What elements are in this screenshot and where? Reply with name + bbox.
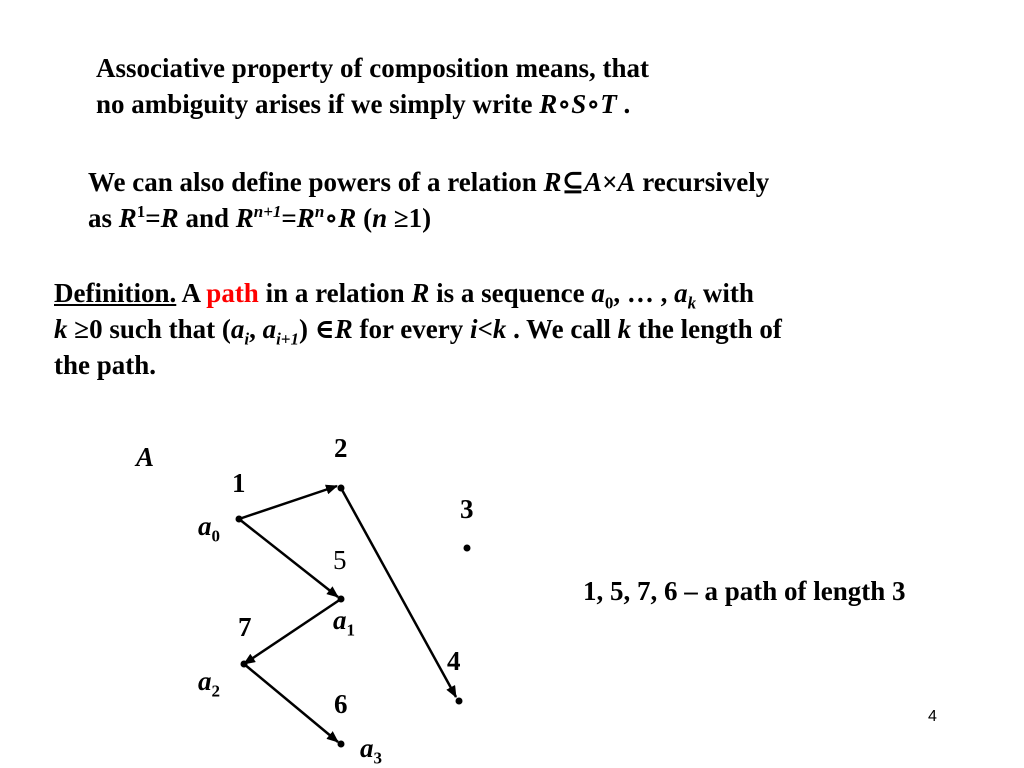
p3-text: . We call bbox=[506, 314, 618, 344]
var-i: i bbox=[469, 314, 478, 344]
var-r: R bbox=[543, 167, 562, 197]
subscript: 1 bbox=[346, 620, 355, 640]
edge-1-5 bbox=[239, 519, 338, 597]
var-r: R bbox=[411, 278, 430, 308]
p2-text: recursively bbox=[635, 167, 770, 197]
set-a: A bbox=[136, 442, 155, 472]
node-label-2: 2 bbox=[334, 433, 348, 463]
var-a: a bbox=[230, 314, 245, 344]
subscript: 0 bbox=[211, 526, 220, 546]
set-label bbox=[136, 442, 154, 472]
definition-label: Definition. bbox=[54, 278, 177, 308]
path-caption: 1, 5, 7, 6 – a path of length 3 bbox=[583, 576, 906, 606]
p3-text: is a sequence bbox=[429, 278, 592, 308]
var-a: a bbox=[360, 733, 374, 763]
edge-7-6 bbox=[244, 664, 338, 742]
node-label-3: 3 bbox=[460, 494, 474, 524]
node-6 bbox=[338, 741, 345, 748]
superscript: n bbox=[314, 202, 325, 221]
node-3 bbox=[464, 545, 471, 552]
var-k: k bbox=[492, 314, 507, 344]
var-a3 bbox=[360, 733, 382, 768]
node-1 bbox=[236, 516, 243, 523]
var-a: a bbox=[674, 278, 688, 308]
superscript: 1 bbox=[136, 202, 146, 221]
expr-rst: R∘S∘T bbox=[539, 89, 617, 119]
times-symbol: × bbox=[602, 167, 618, 197]
page-number: 4 bbox=[928, 708, 937, 725]
subscript: 2 bbox=[211, 681, 220, 701]
var-a2 bbox=[198, 666, 220, 701]
node-4 bbox=[456, 698, 463, 705]
p3-text: , bbox=[249, 314, 263, 344]
var-r: R bbox=[160, 203, 179, 233]
p2-text: We can also define powers of a relation bbox=[88, 167, 544, 197]
p2-text: ≥1) bbox=[387, 203, 432, 233]
p3-text: for every bbox=[352, 314, 470, 344]
var-r: R bbox=[235, 203, 254, 233]
var-a: a bbox=[198, 666, 212, 696]
node-5 bbox=[338, 596, 345, 603]
node-label-4: 4 bbox=[447, 646, 461, 676]
equals: = bbox=[281, 203, 297, 233]
edge-2-4 bbox=[341, 488, 456, 697]
circ-symbol: ∘ bbox=[324, 203, 339, 233]
p3-line3: the path. bbox=[54, 350, 157, 380]
p2-text: ( bbox=[356, 203, 373, 233]
p3-text: ) ∈ bbox=[299, 314, 335, 344]
node-label-5: 5 bbox=[333, 545, 347, 575]
p2-text: and bbox=[178, 203, 236, 233]
var-a: a bbox=[333, 605, 347, 635]
var-a: a bbox=[262, 314, 277, 344]
p3-text: , … , bbox=[613, 278, 675, 308]
subscript: i+1 bbox=[276, 329, 299, 349]
var-r: R bbox=[118, 203, 137, 233]
var-a1 bbox=[333, 605, 355, 640]
var-k: k bbox=[54, 314, 68, 344]
var-k: k bbox=[617, 314, 632, 344]
node-label-7: 7 bbox=[238, 612, 252, 642]
subscript: 0 bbox=[604, 293, 614, 313]
node-label-6: 6 bbox=[334, 689, 348, 719]
path-term: path bbox=[206, 278, 259, 308]
node-2 bbox=[338, 485, 345, 492]
p1-line2-text: no ambiguity arises if we simply write bbox=[96, 89, 540, 119]
p3-text: the length of bbox=[631, 314, 782, 344]
node-7 bbox=[241, 661, 248, 668]
subset-symbol: ⊆ bbox=[561, 167, 585, 197]
var-r: R bbox=[338, 203, 357, 233]
p3-text: A bbox=[176, 278, 207, 308]
superscript: n+1 bbox=[253, 202, 282, 221]
var-a: A bbox=[617, 167, 636, 197]
p3-text: in a relation bbox=[258, 278, 412, 308]
var-a0 bbox=[198, 511, 220, 546]
p3-text: with bbox=[696, 278, 754, 308]
edge-5-7 bbox=[244, 599, 341, 664]
subscript: k bbox=[687, 293, 697, 313]
subscript: i bbox=[244, 329, 250, 349]
var-a: A bbox=[584, 167, 603, 197]
p3-text: ≥0 such that ( bbox=[67, 314, 231, 344]
p1-line2-end: . bbox=[616, 89, 631, 119]
var-n: n bbox=[372, 203, 388, 233]
p2-text: as bbox=[88, 203, 119, 233]
var-a: a bbox=[198, 511, 212, 541]
edge-1-2 bbox=[239, 486, 337, 519]
subscript: 3 bbox=[373, 748, 382, 768]
var-r: R bbox=[296, 203, 315, 233]
p1-line1: Associative property of composition means, that bbox=[96, 53, 649, 83]
lt-symbol: < bbox=[477, 314, 493, 344]
var-r: R bbox=[334, 314, 353, 344]
var-a: a bbox=[591, 278, 605, 308]
node-label-1: 1 bbox=[232, 468, 246, 498]
equals: = bbox=[145, 203, 161, 233]
